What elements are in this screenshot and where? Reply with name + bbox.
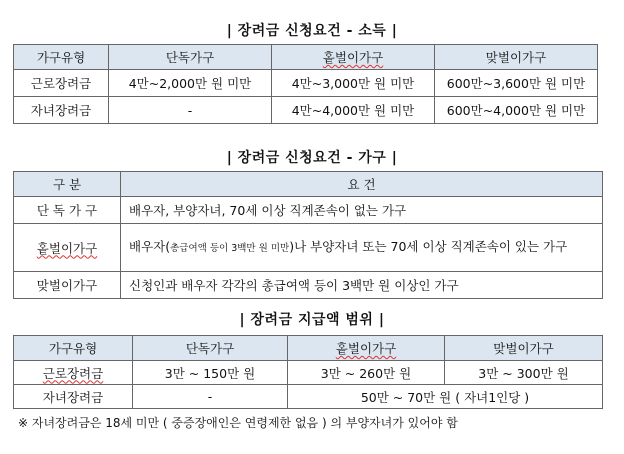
cell-income-dual-earner: 600만~3,600만 원 미만 xyxy=(435,70,598,97)
requirement-dual-earner: 신청인과 배우자 각각의 총급여액 등이 3백만 원 이상인 가구 xyxy=(121,272,603,299)
row-label-child-incentive: 자녀장려금 xyxy=(14,97,109,124)
household-type-single: 단 독 가 구 xyxy=(14,197,121,224)
household-type-dual-earner: 맞벌이가구 xyxy=(14,272,121,299)
row-label-child-incentive-3: 자녀장려금 xyxy=(14,385,133,409)
cell-child-single-earner: 4만~4,000만 원 미만 xyxy=(272,97,435,124)
section2-title: | 장려금 신청요건 - 가구 | xyxy=(226,150,398,166)
household-type-single-earner: 홑벌이가구 xyxy=(14,224,121,272)
cell-pay-child-households: 50만 ~ 70만 원 ( 자녀1인당 ) xyxy=(288,385,603,409)
header-requirement: 요 건 xyxy=(121,172,603,197)
requirement-single-earner: 배우자(총급여액 등이 3백만 원 미만)나 부양자녀 또는 70세 이상 직계존속이 있는 가구 xyxy=(121,224,603,272)
household-requirements-table xyxy=(13,171,603,299)
section3-title: | 장려금 지급액 범위 | xyxy=(239,312,385,328)
header-single-earner-3: 홑벌이가구 xyxy=(288,336,445,361)
section1-title: | 장려금 신청요건 - 소득 | xyxy=(226,23,398,39)
header-household-type-3: 가구유형 xyxy=(14,336,133,361)
cell-pay-child-single: - xyxy=(133,385,288,409)
header-dual-earner-3: 맞벌이가구 xyxy=(445,336,603,361)
cell-child-single: - xyxy=(109,97,272,124)
footnote: ※ 자녀장려금은 18세 미만 ( 중증장애인은 연령제한 없음 ) 의 부양자녀가 있어야 함 xyxy=(18,416,458,430)
header-single: 단독가구 xyxy=(109,45,272,70)
cell-pay-single: 3만 ~ 150만 원 xyxy=(133,361,288,385)
header-single-earner: 홑벌이가구 xyxy=(272,45,435,70)
row-label-work-incentive: 근로장려금 xyxy=(14,70,109,97)
cell-income-single: 4만~2,000만 원 미만 xyxy=(109,70,272,97)
header-single-3: 단독가구 xyxy=(133,336,288,361)
cell-pay-dual-earner: 3만 ~ 300만 원 xyxy=(445,361,603,385)
cell-child-dual-earner: 600만~4,000만 원 미만 xyxy=(435,97,598,124)
requirement-single: 배우자, 부양자녀, 70세 이상 직계존속이 없는 가구 xyxy=(121,197,603,224)
header-household-type: 가구유형 xyxy=(14,45,109,70)
cell-income-single-earner: 4만~3,000만 원 미만 xyxy=(272,70,435,97)
header-dual-earner: 맞벌이가구 xyxy=(435,45,598,70)
payment-range-table xyxy=(13,335,603,409)
cell-pay-single-earner: 3만 ~ 260만 원 xyxy=(288,361,445,385)
header-category: 구 분 xyxy=(14,172,121,197)
row-label-work-incentive-3: 근로장려금 xyxy=(14,361,133,385)
income-requirements-table xyxy=(13,44,598,124)
